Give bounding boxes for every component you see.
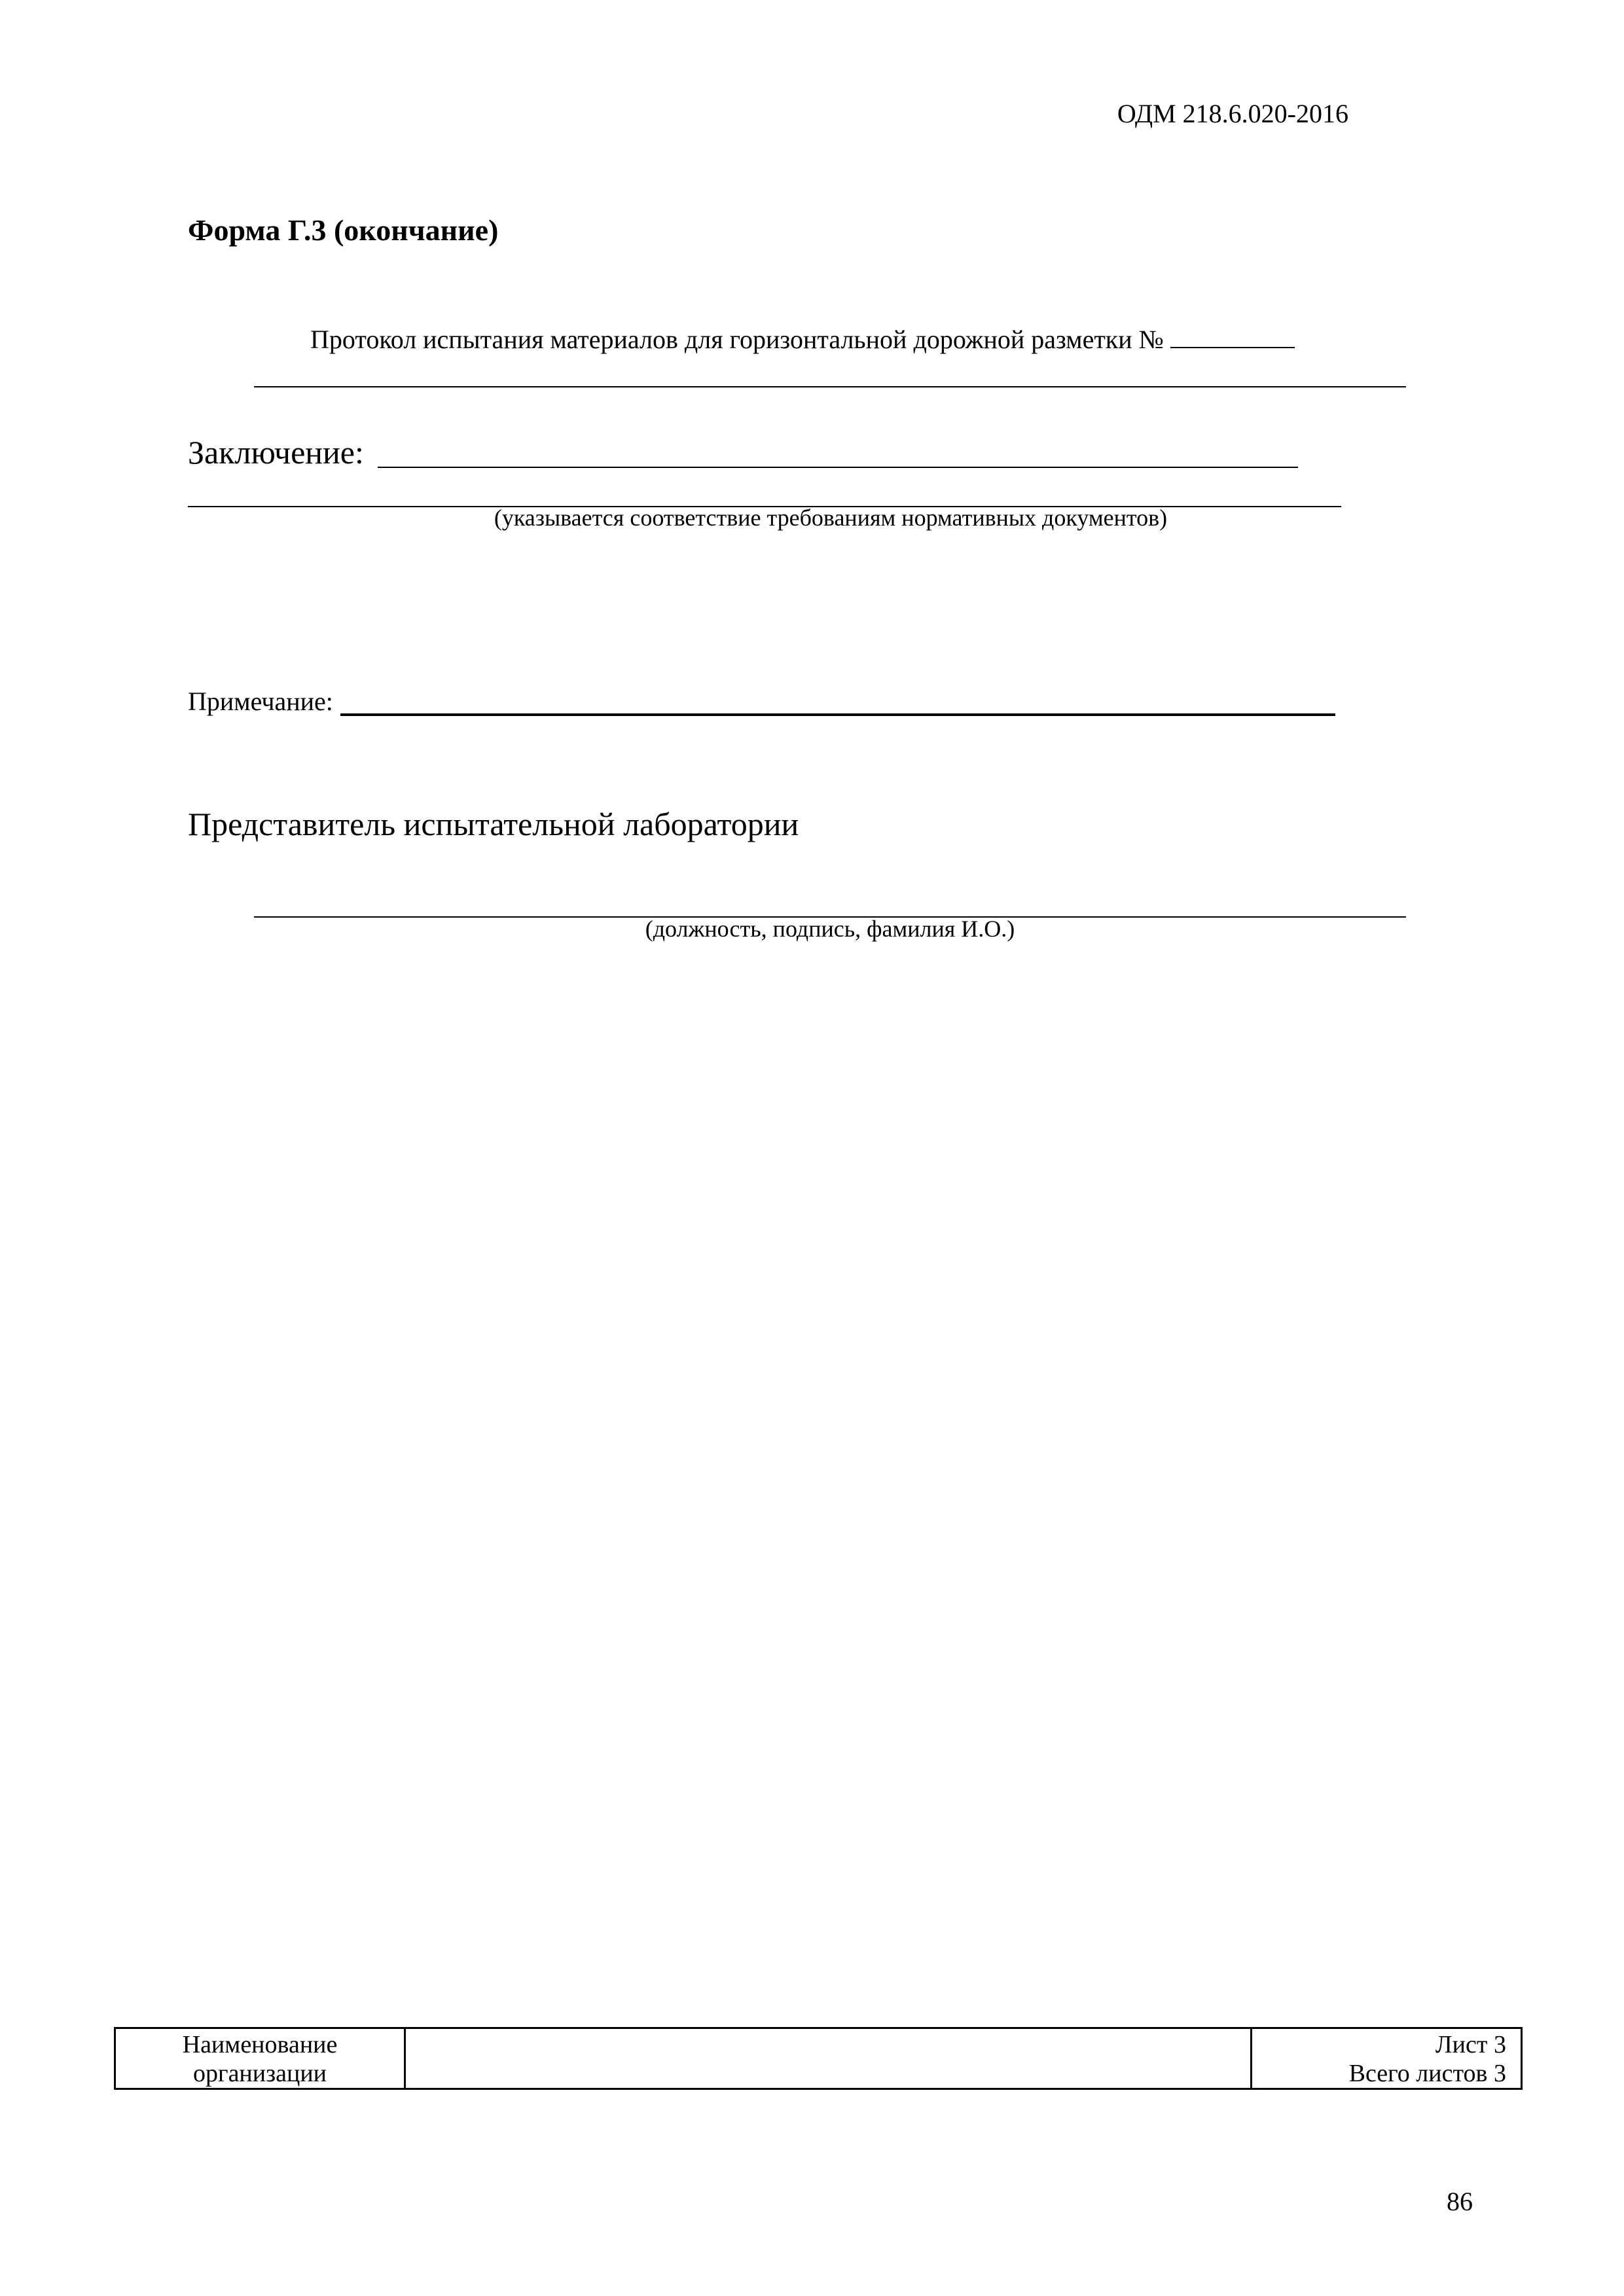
conclusion-label: Заключение: bbox=[188, 434, 364, 471]
form-title: Форма Г.3 (окончание) bbox=[188, 213, 499, 247]
footer-table bbox=[114, 2027, 1523, 2090]
representative-hint: (должность, подпись, фамилия И.О.) bbox=[645, 916, 1015, 942]
protocol-line bbox=[310, 324, 1295, 355]
note-label: Примечание: bbox=[188, 687, 333, 716]
total-sheets: Всего листов 3 bbox=[1348, 2060, 1506, 2087]
page-number: 86 bbox=[1447, 2187, 1473, 2216]
sheet-number: Лист 3 bbox=[1435, 2031, 1506, 2058]
protocol-underline bbox=[254, 386, 1406, 387]
protocol-text: Протокол испытания материалов для горизонтальной дорожной разметки № bbox=[310, 325, 1164, 354]
document-code: ОДМ 218.6.020-2016 bbox=[1117, 99, 1348, 128]
organization-value-cell[interactable] bbox=[406, 2029, 1252, 2088]
representative-label: Представитель испытательной лаборатории bbox=[188, 806, 799, 842]
organization-name-line2: организации bbox=[192, 2060, 327, 2087]
conclusion-hint: (указывается соответствие требованиям нормативных документов) bbox=[494, 505, 1168, 531]
note-field[interactable] bbox=[340, 713, 1335, 716]
conclusion-field[interactable] bbox=[378, 467, 1298, 468]
protocol-number-field[interactable] bbox=[1170, 327, 1295, 348]
organization-name-cell bbox=[116, 2029, 406, 2088]
sheet-info-cell bbox=[1252, 2029, 1521, 2088]
organization-name-line1: Наименование bbox=[182, 2031, 338, 2058]
